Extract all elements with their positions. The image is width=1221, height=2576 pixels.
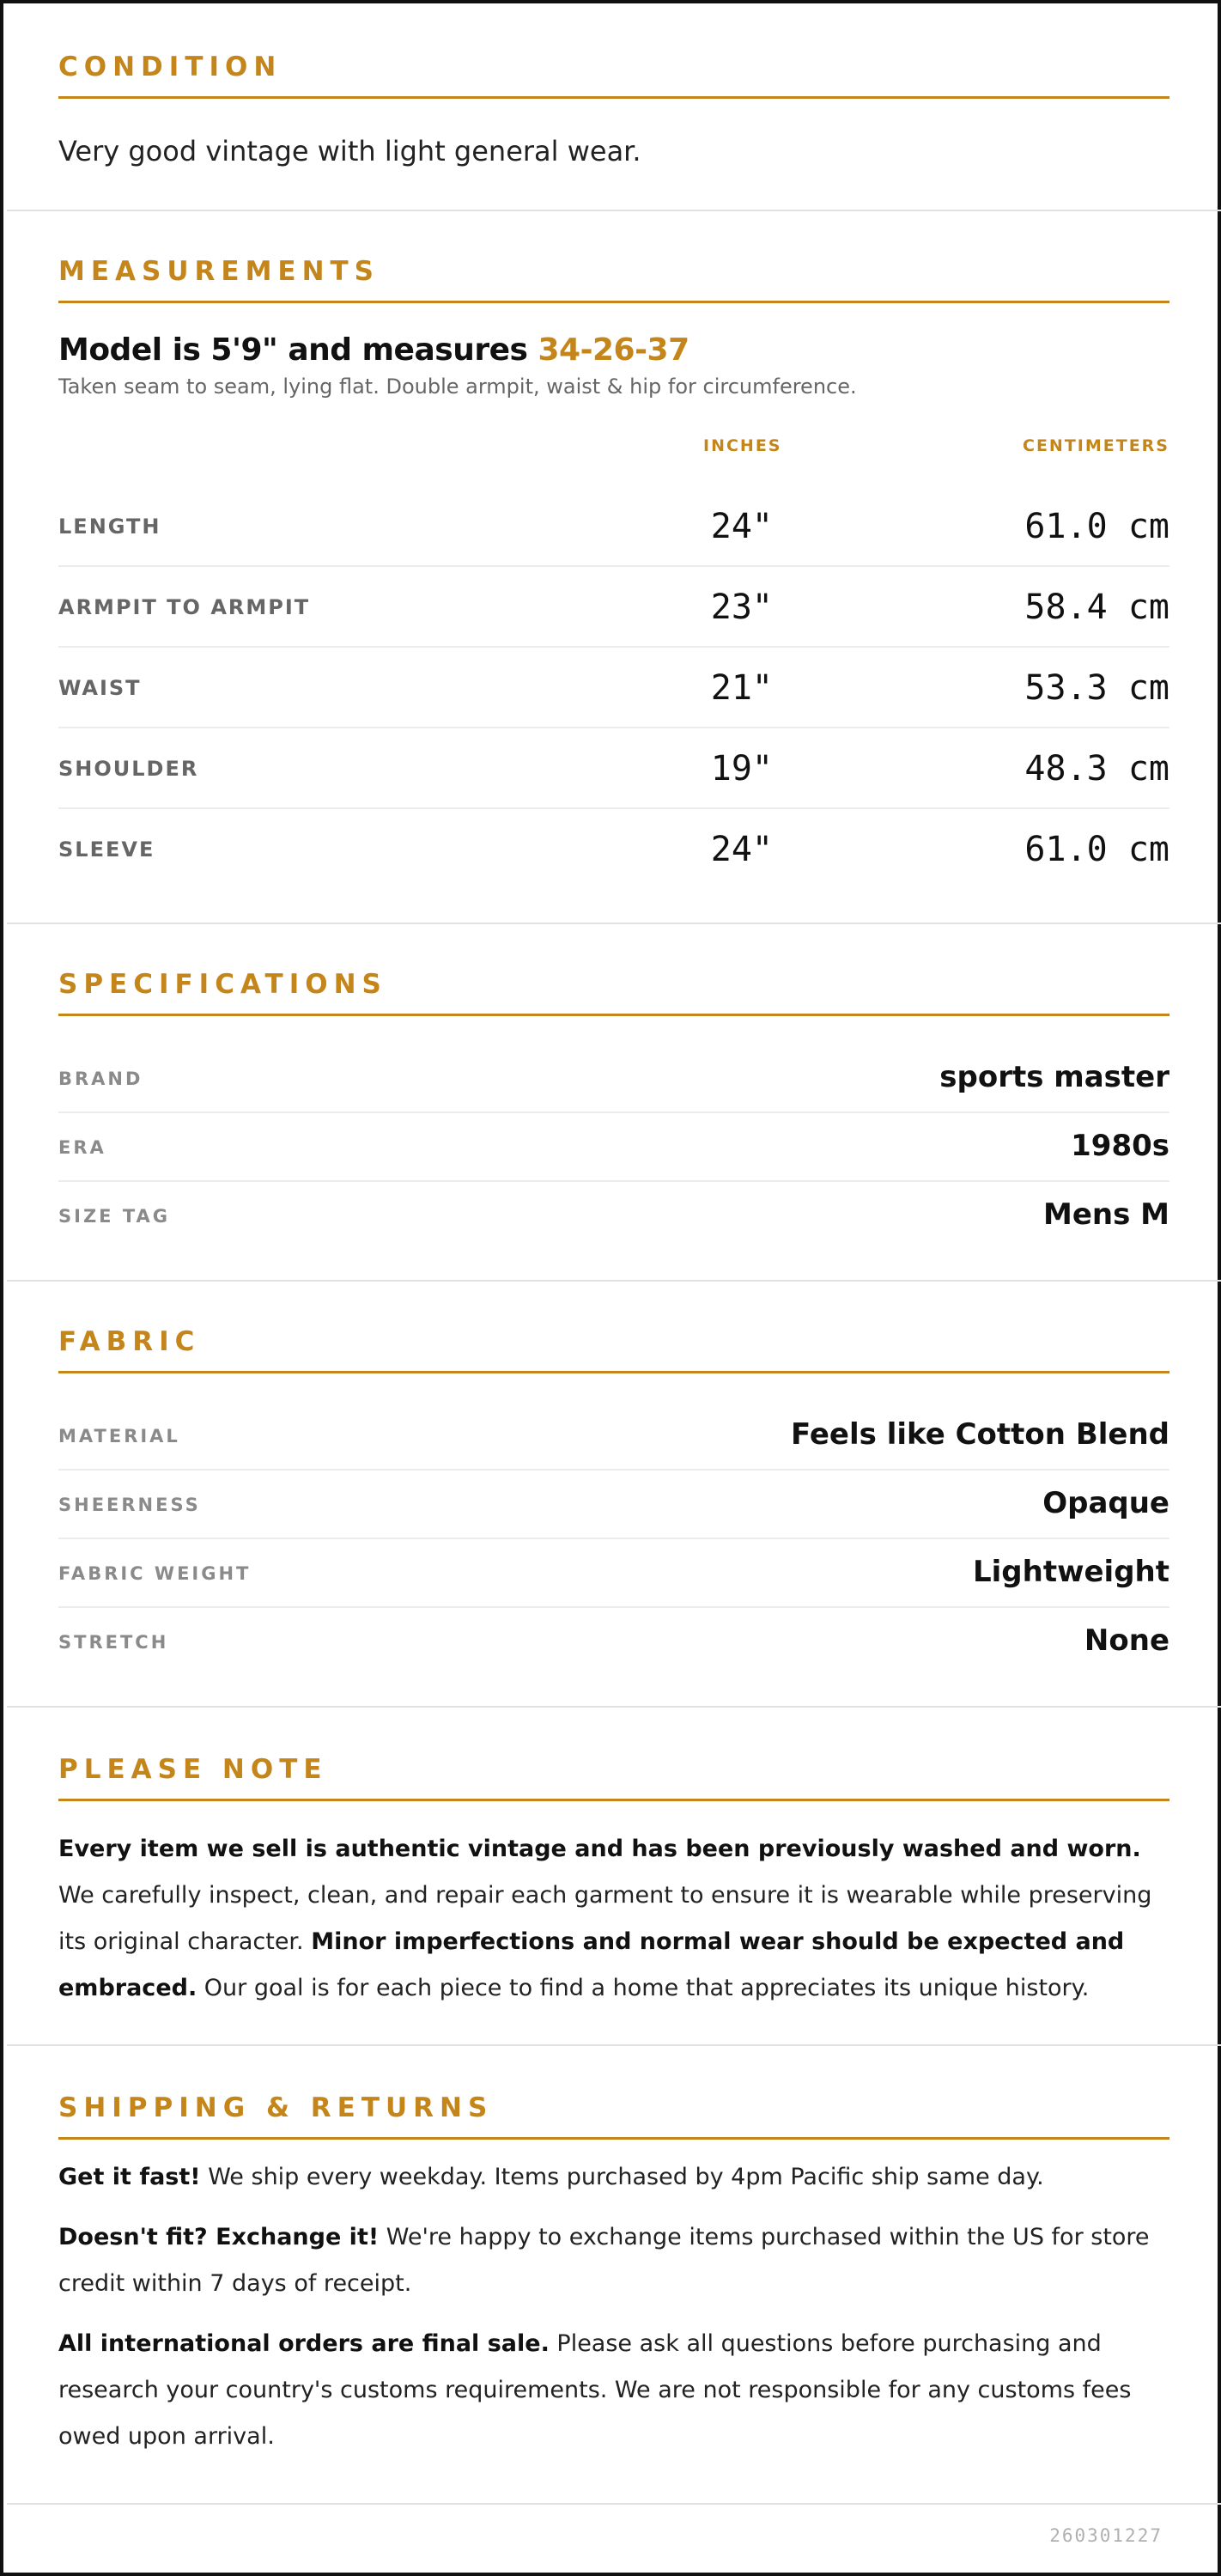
spec-value: 1980s — [1071, 1129, 1169, 1163]
shipping-section — [7, 2046, 1221, 2505]
measurement-row — [58, 567, 1169, 648]
shipping-bold-2: Doesn't fit? Exchange it! — [58, 2224, 380, 2250]
measurements-section — [7, 211, 1221, 924]
shipping-bold-1: Get it fast! — [58, 2164, 201, 2190]
spec-row — [58, 1044, 1169, 1113]
column-header-inches: INCHES — [703, 436, 782, 455]
measurement-label: SHOULDER — [58, 757, 199, 781]
note-text-1: We carefully inspect, clean, and repair each garment to ensure it is wearable while preserving its original character. — [58, 1882, 1152, 1955]
shipping-paragraph-1 — [58, 2154, 1169, 2201]
note-text-2: Our goal is for each piece to find a home that appreciates its unique history. — [197, 1975, 1090, 2001]
spec-value: sports master — [939, 1060, 1169, 1094]
fabric-key: FABRIC WEIGHT — [58, 1563, 252, 1584]
section-title-please-note: PLEASE NOTE — [58, 1752, 1169, 1801]
measurement-inches: 23" — [710, 588, 773, 627]
spec-key: BRAND — [58, 1069, 143, 1089]
measurement-label: ARMPIT TO ARMPIT — [58, 595, 311, 619]
measurement-cm: 61.0 cm — [1024, 830, 1169, 869]
shipping-text-1: We ship every weekday. Items purchased by 4pm Pacific ship same day. — [200, 2164, 1044, 2190]
model-prefix: Model is 5'9" and measures — [58, 332, 538, 368]
measurement-cm: 48.3 cm — [1024, 749, 1169, 789]
section-title-condition: CONDITION — [58, 50, 1169, 99]
measurement-label: WAIST — [58, 676, 142, 700]
measurement-row — [58, 648, 1169, 728]
measurement-inches: 24" — [710, 507, 773, 546]
spec-row — [58, 1113, 1169, 1182]
condition-section — [7, 3, 1221, 211]
shipping-paragraph-2 — [58, 2214, 1169, 2307]
specifications-section — [7, 924, 1221, 1282]
fabric-key: STRETCH — [58, 1632, 169, 1653]
section-title-measurements: MEASUREMENTS — [58, 254, 1169, 303]
fabric-section — [7, 1282, 1221, 1708]
measurement-inches: 24" — [710, 830, 773, 869]
shipping-bold-3: All international orders are final sale. — [58, 2330, 550, 2357]
section-title-specifications: SPECIFICATIONS — [58, 967, 1169, 1016]
measurement-row — [58, 486, 1169, 567]
fabric-value: None — [1084, 1623, 1169, 1658]
measurement-label: SLEEVE — [58, 837, 155, 862]
column-header-centimeters: CENTIMETERS — [1023, 436, 1169, 455]
shipping-text-2: We're happy to exchange items purchased within the US for store credit within 7 days of receipt. — [58, 2224, 1150, 2297]
fabric-row — [58, 1471, 1169, 1539]
condition-text: Very good vintage with light general wear. — [58, 135, 641, 167]
spec-key: SIZE TAG — [58, 1206, 171, 1227]
fabric-row — [58, 1539, 1169, 1608]
fabric-value: Feels like Cotton Blend — [791, 1417, 1169, 1452]
spec-key: ERA — [58, 1137, 106, 1158]
fabric-value: Opaque — [1042, 1486, 1169, 1520]
measurement-label: LENGTH — [58, 515, 161, 539]
item-id: 260301227 — [1049, 2525, 1163, 2546]
please-note-text — [58, 1826, 1169, 2012]
fabric-key: MATERIAL — [58, 1426, 180, 1446]
please-note-section — [7, 1708, 1221, 2046]
model-measurements — [58, 332, 689, 369]
note-bold-2: Minor imperfections and normal wear should be expected and embraced. — [58, 1928, 1125, 2001]
measurement-inches: 19" — [710, 749, 773, 789]
fabric-row — [58, 1402, 1169, 1471]
measurement-inches: 21" — [710, 668, 773, 708]
section-title-fabric: FABRIC — [58, 1325, 1169, 1373]
spec-value: Mens M — [1042, 1197, 1169, 1232]
spec-row — [58, 1182, 1169, 1251]
measurement-row — [58, 728, 1169, 809]
note-bold-1: Every item we sell is authentic vintage and has been previously washed and worn. — [58, 1836, 1141, 1862]
measurement-cm: 53.3 cm — [1024, 668, 1169, 708]
measurement-cm: 61.0 cm — [1024, 507, 1169, 546]
shipping-text-3: Please ask all questions before purchasing and research your country's customs requirements. We are not responsible for any customs fees owed upon arrival. — [58, 2330, 1132, 2450]
model-stats: 34-26-37 — [538, 332, 689, 368]
section-title-shipping: SHIPPING & RETURNS — [58, 2091, 1169, 2140]
shipping-paragraph-3 — [58, 2321, 1169, 2460]
measurement-row — [58, 809, 1169, 890]
measurement-cm: 58.4 cm — [1024, 588, 1169, 627]
measurements-subtitle: Taken seam to seam, lying flat. Double armpit, waist & hip for circumference. — [58, 375, 857, 399]
fabric-key: SHEERNESS — [58, 1495, 201, 1515]
fabric-value: Lightweight — [972, 1555, 1169, 1589]
fabric-row — [58, 1608, 1169, 1677]
